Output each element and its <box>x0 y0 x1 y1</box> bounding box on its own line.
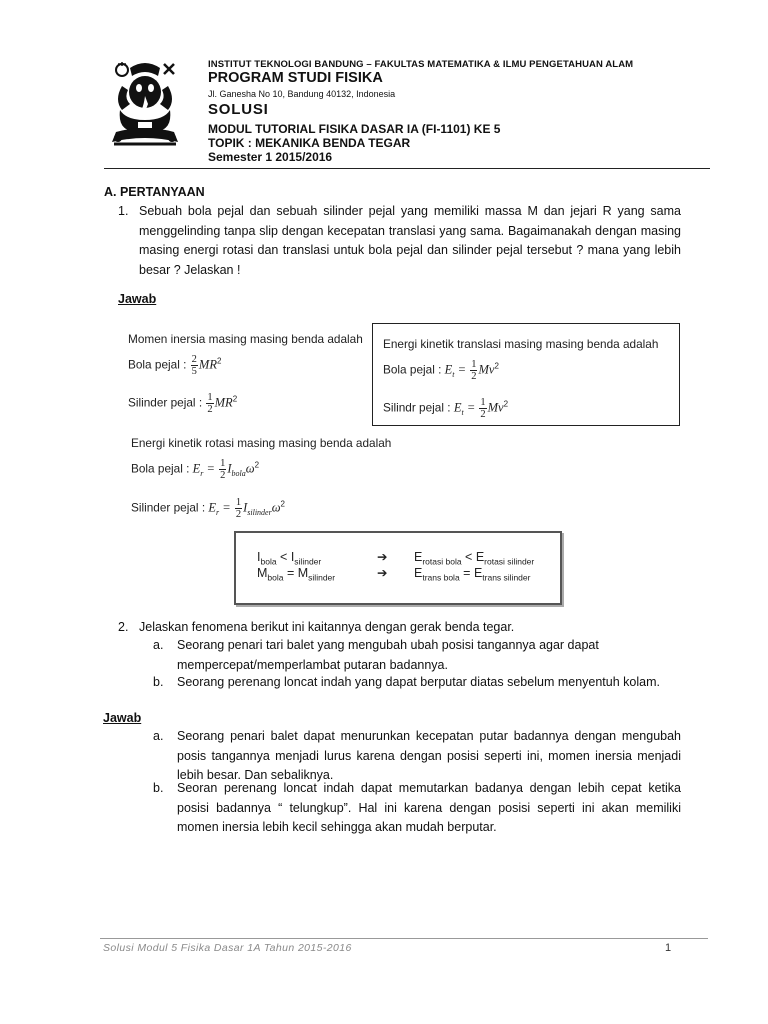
subscript: r <box>216 507 220 517</box>
inertia-symbol: I <box>227 461 232 476</box>
footer-divider <box>100 938 708 939</box>
section-heading: A. PERTANYAAN <box>104 185 205 199</box>
answer-label: Jawab <box>118 292 157 306</box>
fraction <box>479 397 486 420</box>
item-label: a. <box>153 638 164 652</box>
exponent: 2 <box>494 361 499 371</box>
bola-label: Bola pejal : <box>128 357 187 372</box>
inertia-bola <box>128 354 221 377</box>
trans-bola-label: Bola pejal : <box>383 362 442 377</box>
operator: = <box>283 566 298 580</box>
symbol: I <box>257 550 261 564</box>
institution-name: INSTITUT TEKNOLOGI BANDUNG – FAKULTAS MATEMATIKA & ILMU PENGETAHUAN ALAM <box>208 59 634 70</box>
omega: ω <box>271 500 281 515</box>
fraction <box>206 392 213 415</box>
module-title: MODUL TUTORIAL FISIKA DASAR IA (FI-1101) KE 5 <box>208 122 501 136</box>
denominator: 2 <box>235 509 242 520</box>
cmp-trans-energy <box>414 566 530 583</box>
subscript: silinder <box>294 556 322 567</box>
answer-label: Jawab <box>103 711 142 725</box>
numerator: 1 <box>480 397 486 408</box>
numerator: 1 <box>207 392 213 403</box>
trans-title: Energi kinetik translasi masing masing benda adalah <box>383 337 659 351</box>
subscript: silinder <box>308 572 336 583</box>
subscript: t <box>461 407 464 417</box>
numerator: 1 <box>235 497 242 508</box>
semester: Semester 1 2015/2016 <box>208 150 333 164</box>
rot-title: Energi kinetik rotasi masing masing benda adalah <box>131 436 392 450</box>
rot-silinder-label: Silinder pejal : <box>131 500 206 515</box>
trans-silinder-label: Silindr pejal : <box>383 400 451 415</box>
equals: = <box>203 461 219 476</box>
symbol: E <box>414 550 423 564</box>
fraction <box>470 359 477 382</box>
subscript: rotasi bola <box>422 556 462 567</box>
arrow-icon: ➔ <box>377 550 388 564</box>
item-label: b. <box>153 675 164 689</box>
subscript: bola <box>231 468 246 478</box>
equals: = <box>463 400 479 415</box>
answer-2a-text: Seorang penari balet dapat menurunkan kecepatan putar badannya dengan mengubah posis tangannya menjadi lurus karena dengan posisi seperti ini, momen inersia menjadi lebih besar. Dan sebaliknya. <box>177 729 681 782</box>
subscript: t <box>452 369 455 379</box>
energy-symbol: E <box>453 400 462 415</box>
symbol: M <box>297 566 309 580</box>
subscript: r <box>200 468 204 478</box>
itb-logo <box>108 60 182 150</box>
denominator: 2 <box>220 470 226 481</box>
subscript: bola <box>267 572 284 583</box>
symbol: I <box>290 550 295 564</box>
fraction <box>235 497 242 520</box>
inertia-title: Momen inersia masing masing benda adalah <box>128 332 363 346</box>
omega: ω <box>245 461 255 476</box>
item-label: b. <box>153 781 164 795</box>
denominator: 2 <box>207 404 213 415</box>
program-name: PROGRAM STUDI FISIKA <box>208 70 383 86</box>
symbol: E <box>473 566 483 580</box>
energy-symbol: E <box>444 362 453 377</box>
item-label: a. <box>153 729 164 743</box>
formula: MR <box>198 357 217 372</box>
inertia-symbol: I <box>243 500 248 515</box>
question-2-text: Jelaskan fenomena berikut ini kaitannya dengan gerak benda tegar. <box>139 620 515 634</box>
subscript: trans bola <box>422 572 460 583</box>
symbol: E <box>414 566 423 580</box>
equals: = <box>454 362 470 377</box>
subscript: trans silinder <box>482 572 531 583</box>
denominator: 2 <box>471 371 477 382</box>
question-1-text: Sebuah bola pejal dan sebuah silinder pejal yang memiliki massa M dan jejari R yang sama menggelinding tanpa slip dengan kecepatan translasi yang sama. Bagaimanakah dengan masing masing energi rotasi dan translasi untuk bola pejal dan silinder pejal tersebut ? mana yang lebih besar ? Jelaskan ! <box>139 204 681 277</box>
energy-symbol: E <box>192 461 201 476</box>
inertia-silinder <box>128 392 237 415</box>
question-number: 1. <box>118 204 129 218</box>
cmp-mass <box>257 566 335 583</box>
trans-silinder <box>383 397 508 420</box>
numerator: 1 <box>471 359 477 370</box>
denominator: 5 <box>191 366 197 377</box>
formula: MR <box>214 395 233 410</box>
fraction <box>219 458 226 481</box>
denominator: 2 <box>480 409 486 420</box>
exponent: 2 <box>503 399 509 409</box>
trans-bola <box>383 359 499 382</box>
exponent: 2 <box>254 460 260 470</box>
symbol: M <box>257 566 268 580</box>
page-number: 1 <box>665 942 672 954</box>
answer-2b-text: Seoran perenang loncat indah dapat memutarkan badanya dengan lebih cepat ketika posisi badannya “ telungkup”. Hal ini karena dengan posisi seperti ini akan memiliki momen inersia lebih kecil sehingga akan mudah berputar. <box>177 781 681 834</box>
cmp-inertia <box>257 550 321 567</box>
subscript: rotasi silinder <box>484 556 535 567</box>
silinder-label: Silinder pejal : <box>128 395 203 410</box>
rot-bola <box>131 458 259 481</box>
subscript: bola <box>260 556 277 567</box>
topic: TOPIK : MEKANIKA BENDA TEGAR <box>208 136 411 150</box>
exponent: 2 <box>280 499 285 509</box>
rot-silinder <box>131 497 285 520</box>
footer-text: Solusi Modul 5 Fisika Dasar 1A Tahun 2015-2016 <box>103 942 352 954</box>
symbol: E <box>475 550 485 564</box>
exponent: 2 <box>216 356 222 366</box>
operator: < <box>276 550 291 564</box>
formula: Mv <box>487 400 504 415</box>
formula: Mv <box>478 362 495 377</box>
header-divider <box>104 168 710 169</box>
numerator: 2 <box>191 354 197 365</box>
question-2b-text: Seorang perenang loncat indah yang dapat berputar diatas sebelum menyentuh kolam. <box>177 675 660 689</box>
question-2a-text: Seorang penari tari balet yang mengubah ubah posisi tangannya agar dapat mempercepat/memperlambat putaran badannya. <box>177 638 599 672</box>
question-number: 2. <box>118 620 129 634</box>
operator: < <box>461 550 476 564</box>
exponent: 2 <box>232 394 238 404</box>
document-title: SOLUSI <box>208 101 269 118</box>
energy-symbol: E <box>208 500 217 515</box>
arrow-icon: ➔ <box>377 566 388 580</box>
rot-bola-label: Bola pejal : <box>131 461 190 476</box>
address: Jl. Ganesha No 10, Bandung 40132, Indonesia <box>208 89 396 99</box>
operator: = <box>459 566 474 580</box>
cmp-rot-energy <box>414 550 534 567</box>
fraction <box>191 354 198 377</box>
subscript: silinder <box>247 507 272 517</box>
numerator: 1 <box>220 458 226 469</box>
equals: = <box>219 500 234 515</box>
